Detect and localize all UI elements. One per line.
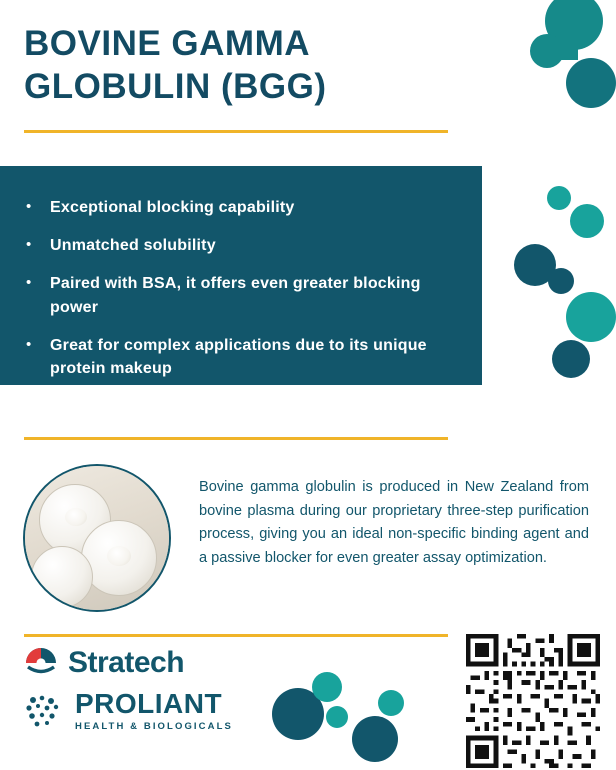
- description-paragraph: Bovine gamma globulin is produced in New Zealand from bovine plasma during our proprietary three-step purification process, giving you an ideal non-specific binding agent and a passive blocker for even greater assay optimization.: [199, 479, 589, 566]
- qr-code[interactable]: [466, 634, 600, 768]
- list-item-label: Unmatched solubility: [50, 237, 216, 255]
- decorative-blob-icon: [378, 690, 404, 716]
- features-panel: [0, 166, 482, 385]
- decorative-blob-icon: [570, 204, 604, 238]
- list-item-label: Exceptional blocking capability: [50, 199, 295, 216]
- proliant-tagline: HEALTH & BIOLOGICALS: [75, 721, 233, 732]
- page-title-line-2: GLOBULIN (BGG): [24, 67, 327, 107]
- divider-bottom: [24, 634, 448, 637]
- page-title: [24, 22, 504, 109]
- proliant-mark-icon: [24, 693, 66, 729]
- decorative-blob-icon: [552, 340, 590, 378]
- features-list: [22, 196, 462, 395]
- decorative-blob-icon: [326, 706, 348, 728]
- laboratory-dishes-photo: [23, 464, 171, 612]
- qr-code-svg: [466, 634, 600, 768]
- bullet-dot-icon: •: [26, 335, 32, 353]
- list-item: [22, 234, 462, 257]
- stratech-mark-icon: [24, 646, 58, 680]
- list-item: [22, 272, 462, 318]
- decorative-blob-icon: [566, 58, 616, 108]
- bullet-dot-icon: •: [26, 236, 32, 254]
- list-item-label: Paired with BSA, it offers even greater blocking power: [50, 275, 421, 316]
- decorative-blob-icon: [566, 292, 616, 342]
- decorative-blob-icon: [547, 186, 571, 210]
- proliant-mark-svg: [24, 693, 66, 729]
- decorative-blob-icon: [312, 672, 342, 702]
- list-item: [22, 196, 462, 219]
- stratech-logo: [24, 646, 184, 680]
- proliant-logo: [24, 690, 233, 732]
- divider-middle: [24, 437, 448, 440]
- divider-top: [24, 130, 448, 133]
- bullet-dot-icon: •: [26, 274, 32, 292]
- list-item-label: Great for complex applications due to its unique protein makeup: [50, 336, 427, 377]
- proliant-wordmark: PROLIANT: [75, 688, 223, 719]
- decorative-blob-icon: [530, 34, 564, 68]
- decorative-blob-icon: [548, 268, 574, 294]
- stratech-mark-svg: [24, 646, 58, 680]
- bullet-dot-icon: •: [26, 198, 32, 215]
- stratech-wordmark: Stratech: [68, 646, 185, 679]
- decorative-blob-icon: [352, 716, 398, 762]
- page-title-line-1: BOVINE GAMMA: [24, 24, 310, 63]
- list-item: [22, 334, 462, 380]
